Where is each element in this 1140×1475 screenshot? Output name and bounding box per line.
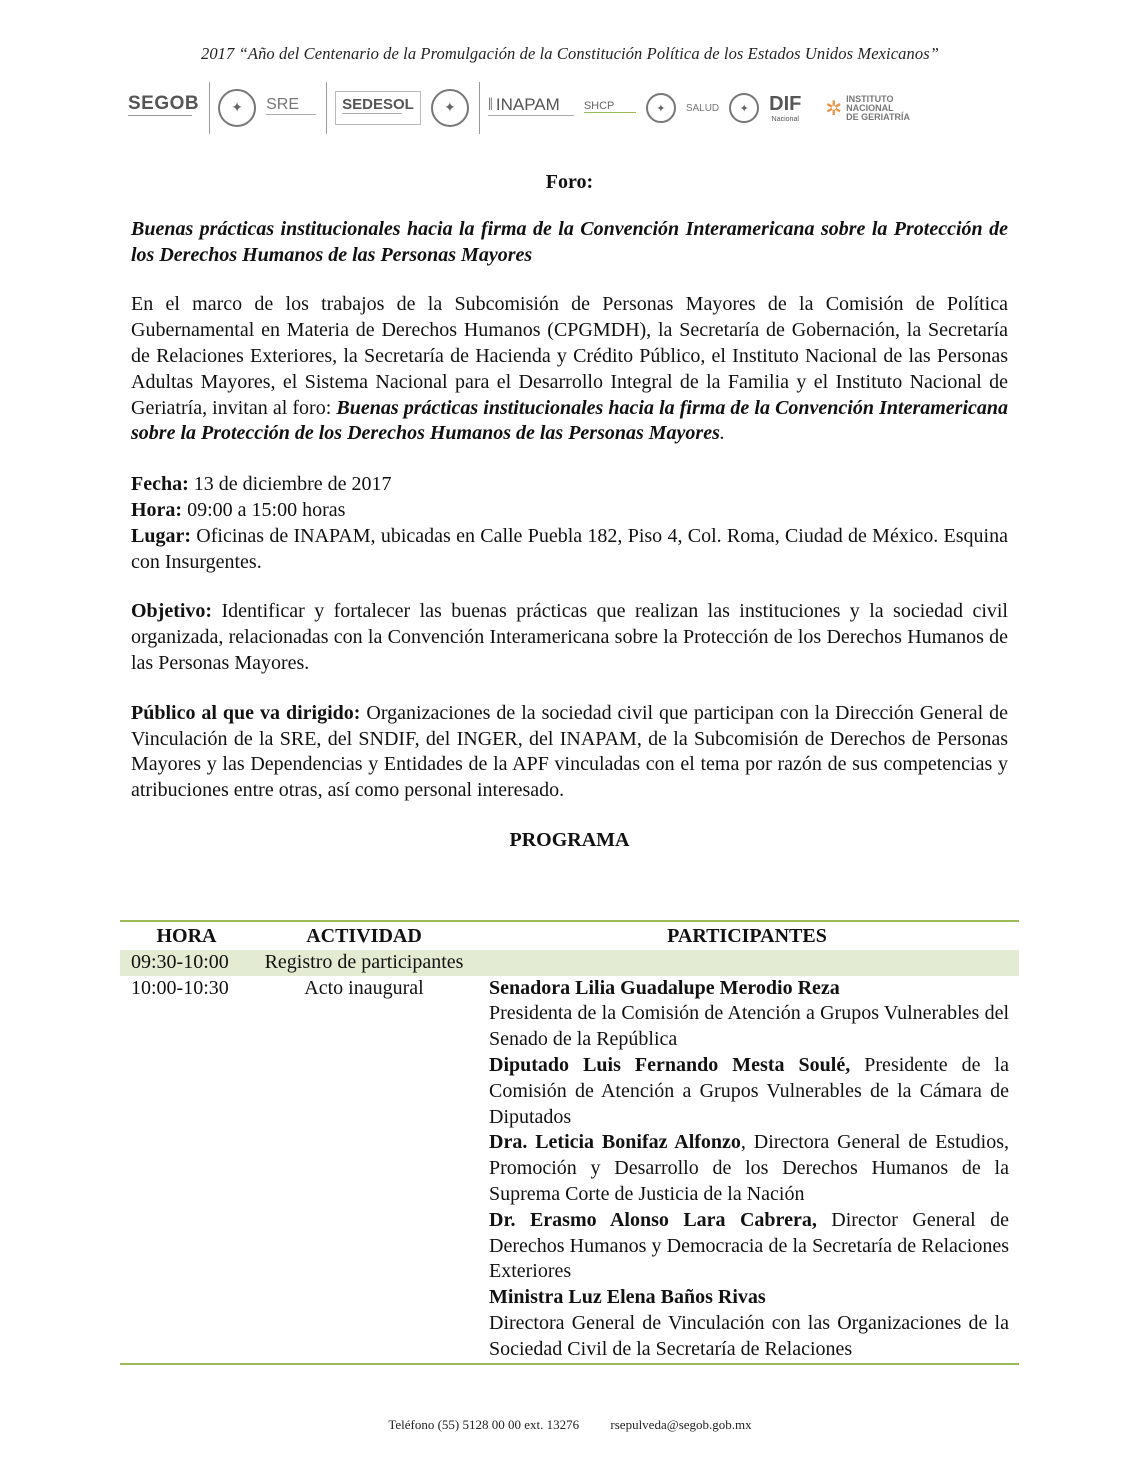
- objective-paragraph: Objetivo: Identificar y fortalecer las buenas prácticas que realizan las instituciones y la sociedad civil organizada, relacionadas con la Convención Interamericana sobre la Protección de los Derechos Humanos de las Personas Mayores.: [131, 600, 1008, 674]
- participant-entry: [489, 1208, 1009, 1285]
- footer-contact: [0, 1417, 1140, 1433]
- cell-participantes: [475, 976, 1019, 1364]
- mexico-seal-icon: ✦: [729, 93, 759, 123]
- participant-role: Director General de Derechos Humanos y Democracia de la Secretaría de Relaciones Exteriores: [489, 1208, 1009, 1283]
- logo-separator: [479, 82, 480, 134]
- participant-name: Diputado Luis Fernando Mesta Soulé,: [489, 1053, 851, 1076]
- sre-logo: SRE: [266, 96, 316, 121]
- col-header-hora: HORA: [156, 925, 217, 947]
- cell-actividad: Acto inaugural: [304, 976, 424, 999]
- document-body: [131, 170, 1008, 854]
- inapam-figure-icon: ǁ: [487, 94, 493, 114]
- forum-label: Foro:: [545, 171, 594, 193]
- participant-entry: [489, 1130, 1009, 1207]
- footer-email: rsepulveda@segob.gob.mx: [610, 1417, 752, 1432]
- geriatria-symbol-icon: ✲: [825, 97, 843, 120]
- program-heading: PROGRAMA: [509, 828, 630, 851]
- cell-actividad: Registro de participantes: [264, 950, 464, 973]
- intro-paragraph: En el marco de los trabajos de la Subcomisión de Personas Mayores de la Comisión de Política Gubernamental en Materia de Derechos Humanos (CPGMDH), la Secretaría de Gobernación, la Secretaría de Relaciones Exteriores, la Secretaría de Hacienda y Crédito Público, el Instituto Nacional de las Personas Adultas Mayores, el Sistema Nacional para el Desarrollo Integral de la Familia y el Instituto Nacional de Geriatría, invitan al foro: Buenas prácticas institucionales hacia la firma de la Convención Interamericana sobre la Protección de los Derechos Humanos de las Personas Mayores.: [131, 293, 1008, 445]
- date-line: Fecha: 13 de diciembre de 2017: [131, 473, 392, 496]
- geriatria-logo: ✲ INSTITUTO NACIONAL DE GERIATRÍA: [825, 93, 910, 122]
- shcp-logo: SHCP: [584, 100, 636, 117]
- logo-separator: [326, 82, 327, 134]
- participant-role: Presidente de la Comisión de Atención a Grupos Vulnerables de la Cámara de Diputados: [489, 1053, 1009, 1128]
- participant-name: Ministra Luz Elena Baños Rivas: [489, 1286, 766, 1309]
- cell-hora: 10:00-10:30: [131, 976, 229, 999]
- program-table: [120, 920, 1019, 1365]
- dif-logo: DIF Nacional: [769, 93, 802, 123]
- sedesol-logo: SEDESOL: [335, 91, 421, 125]
- time-line: Hora: 09:00 a 15:00 horas: [131, 498, 346, 521]
- col-header-participantes: PARTICIPANTES: [667, 925, 827, 947]
- participant-role: , Directora General de Estudios, Promoción y Desarrollo de los Derechos Humanos de la Suprema Corte de Justicia de la Nación: [489, 1131, 1009, 1205]
- inapam-logo: ǁ INAPAM: [488, 94, 574, 122]
- footer-phone: Teléfono (55) 5128 00 00 ext. 13276: [388, 1417, 580, 1432]
- mexico-seal-icon: ✦: [431, 89, 469, 127]
- place-line: Lugar: Oficinas de INAPAM, ubicadas en Calle Puebla 182, Piso 4, Col. Roma, Ciudad de México. Esquina con Insurgentes.: [131, 524, 1008, 573]
- participant-entry: [489, 1053, 1009, 1130]
- segob-logo: SEGOB: [128, 93, 199, 124]
- table-header-row: [120, 921, 1019, 950]
- participant-name: Senadora Lilia Guadalupe Merodio Reza: [489, 976, 840, 999]
- mexico-seal-icon: ✦: [218, 89, 256, 127]
- table-row: [120, 976, 1019, 1364]
- mexico-seal-icon: ✦: [646, 93, 676, 123]
- forum-title: Buenas prácticas institucionales hacia la firma de la Convención Interamericana sobre la Protección de los Derechos Humanos de las Personas Mayores: [131, 217, 1008, 266]
- participant-name: Dra. Leticia Bonifaz Alfonzo: [489, 1131, 741, 1154]
- logo-strip: [128, 78, 988, 138]
- cell-participantes: [475, 950, 1019, 976]
- participant-role: Directora General de Vinculación con las Organizaciones de la Sociedad Civil de la Secretaría de Relaciones: [489, 1311, 1009, 1360]
- cell-hora: 09:30-10:00: [131, 950, 229, 973]
- participant-name: Dr. Erasmo Alonso Lara Cabrera,: [489, 1208, 817, 1231]
- table-row: [120, 950, 1019, 976]
- header-motto: 2017 “Año del Centenario de la Promulgación de la Constitución Política de los Estados Unidos Mexicanos”: [200, 44, 940, 63]
- audience-paragraph: Público al que va dirigido: Organizaciones de la sociedad civil que participan con la Dirección General de Vinculación de la SRE, del SNDIF, del INGER, del INAPAM, de la Subcomisión de Derechos de Personas Mayores y las Dependencias y Entidades de la APF vinculadas con el tema por razón de sus competencias y atribuciones entre otras, así como personal interesado.: [131, 701, 1008, 802]
- col-header-actividad: ACTIVIDAD: [306, 925, 422, 947]
- logo-separator: [209, 82, 210, 134]
- participant-role: Presidenta de la Comisión de Atención a Grupos Vulnerables del Senado de la República: [489, 1002, 1009, 1051]
- salud-logo: SALUD: [685, 102, 720, 114]
